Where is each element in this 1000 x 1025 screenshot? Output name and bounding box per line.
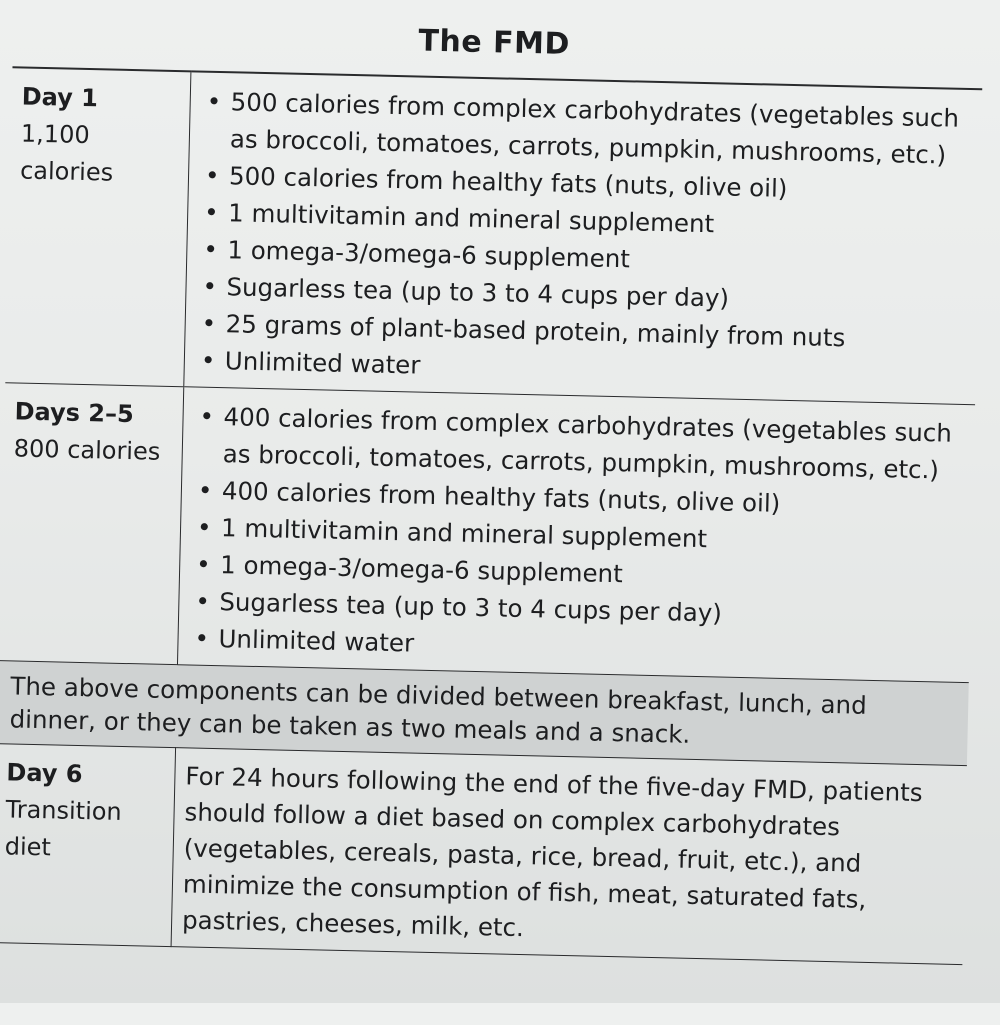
table-row-day-1 — [5, 67, 982, 404]
list-item: • 1 omega-3/omega-6 supplement — [194, 546, 964, 600]
list-item: • 1 multivitamin and mineral supplement — [195, 509, 965, 563]
transition-text: For 24 hours following the end of the five-day FMD, patients should follow a diet based on complex carbohydrates (vegetables, cereals, pasta, rice, bread, fruit, etc.), and minimize the consumption of fish, meat, saturated fats, pastries, cheeses, milk, etc. — [171, 748, 967, 965]
list-item: • Unlimited water — [198, 342, 968, 396]
day-label: Day 1 — [21, 82, 99, 113]
item-list — [194, 83, 974, 396]
items-cell — [184, 71, 982, 404]
day-label: Days 2–5 — [14, 397, 135, 429]
day-cell — [0, 744, 176, 947]
table-row-days-2-5 — [0, 383, 975, 683]
day-label: Day 6 — [6, 758, 83, 789]
list-item: • 25 grams of plant-based protein, mainly from nuts — [199, 305, 969, 359]
page-title: The FMD — [418, 23, 571, 62]
fmd-table — [0, 66, 982, 965]
list-item: • 1 omega-3/omega-6 supplement — [201, 231, 971, 285]
note-cell: The above components can be divided between breakfast, lunch, and dinner, or they can be taken as two meals and a snack. — [0, 661, 969, 766]
list-item: • 400 calories from complex carbohydrates (vegetables such as broccoli, tomatoes, carrots, pumpkin, mushrooms, etc.) — [196, 398, 966, 489]
table-row-day-6 — [0, 744, 967, 965]
items-cell — [177, 387, 975, 683]
transition-label: Transition diet — [4, 795, 122, 862]
day-cell — [0, 383, 184, 665]
list-item: • Unlimited water — [192, 620, 962, 674]
list-item: • Sugarless tea (up to 3 to 4 cups per day) — [193, 583, 963, 637]
calorie-label: 1,100 calories — [19, 119, 114, 187]
list-item: • 1 multivitamin and mineral supplement — [202, 194, 972, 248]
list-item: • 400 calories from healthy fats (nuts, olive oil) — [196, 472, 966, 526]
list-item: • Sugarless tea (up to 3 to 4 cups per day) — [200, 268, 970, 322]
day-cell — [5, 67, 191, 386]
list-item: • 500 calories from complex carbohydrates (vegetables such as broccoli, tomatoes, carrots, pumpkin, mushrooms, etc.) — [203, 83, 973, 174]
list-item: • 500 calories from healthy fats (nuts, olive oil) — [203, 157, 973, 211]
calorie-label: 800 calories — [13, 434, 161, 466]
item-list — [188, 398, 967, 674]
